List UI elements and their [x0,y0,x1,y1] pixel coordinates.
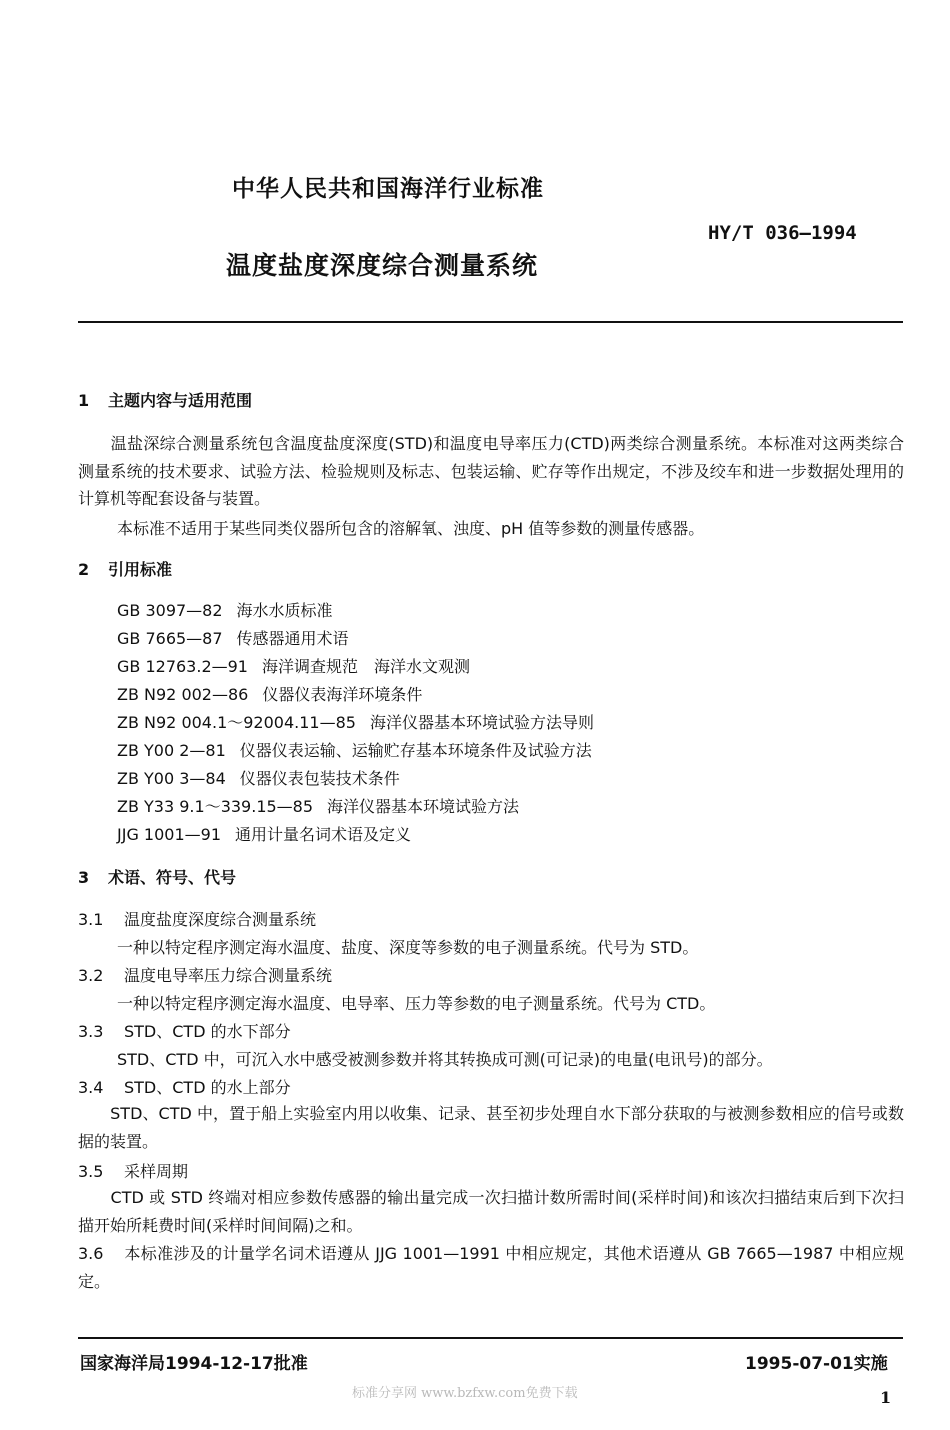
term-3-3-heading [78,1019,291,1042]
footer-divider [78,1337,903,1339]
reference-name: 海洋仪器基本环境试验方法 [327,797,520,816]
reference-name: 海洋调查规范 海洋水文观测 [261,657,470,676]
term-number: 3.6 [78,1244,104,1263]
term-number: 3.4 [78,1078,104,1097]
effective-date: 1995-07-01实施 [745,1354,888,1374]
term-body: 本标准涉及的计量学名词术语遵从 JJG 1001—1991 中相应规定，其他术语遵从 GB 7665—1987 中相应规定。 [78,1244,904,1291]
watermark: 标准分享网 www.bzfxw.com免费下载 [352,1386,578,1401]
reference-name: 海洋仪器基本环境试验方法导则 [369,713,594,732]
term-number: 3.5 [78,1162,104,1181]
section-1-heading [78,388,252,411]
reference-name: 仪器仪表运输、运输贮存基本环境条件及试验方法 [239,741,592,760]
reference-code: ZB Y00 2—81 [117,741,226,760]
section-1-paragraph-1: 温盐深综合测量系统包含温度盐度深度(STD)和温度电导率压力(CTD)两类综合测量系统。本标准对这两类综合测量系统的技术要求、试验方法、检验规则及标志、包装运输、贮存等作出规定，不涉及绞车和进一步数据处理用的计算机等配套设备与装置。 [78,434,904,508]
term-number: 3.3 [78,1022,104,1041]
standard-code: HY/T 036—1994 [708,222,857,244]
term-title: 温度盐度深度综合测量系统 [124,910,317,929]
section-2-heading [78,557,172,580]
reference-item [117,626,349,649]
reference-code: GB 7665—87 [117,629,223,648]
reference-name: 通用计量名词术语及定义 [235,825,412,844]
reference-name: 海水水质标准 [236,601,333,620]
term-3-2-body: 一种以特定程序测定海水温度、电导率、压力等参数的电子测量系统。代号为 CTD。 [117,994,716,1013]
reference-name: 仪器仪表海洋环境条件 [262,685,423,704]
term-3-1-body: 一种以特定程序测定海水温度、盐度、深度等参数的电子测量系统。代号为 STD。 [117,938,699,957]
section-3-heading [78,865,236,888]
reference-item [117,654,470,677]
section-number: 3 [78,868,90,887]
term-3-6 [78,1240,904,1295]
term-3-5-body: CTD 或 STD 终端对相应参数传感器的输出量完成一次扫描计数所需时间(采样时间)和该次扫描结束后到下次扫描开始所耗费时间(采样时间间隔)之和。 [78,1188,904,1235]
term-3-4-heading [78,1075,291,1098]
reference-code: ZB Y33 9.1～339.15—85 [117,797,314,816]
issued-date: 国家海洋局1994-12-17批准 [80,1354,308,1374]
section-1-paragraph-2: 本标准不适用于某些同类仪器所包含的溶解氧、浊度、pH 值等参数的测量传感器。 [117,519,705,538]
page-number: 1 [880,1388,892,1407]
reference-item [117,794,519,817]
reference-code: ZB Y00 3—84 [117,769,226,788]
term-3-5-heading [78,1159,188,1182]
term-3-4-body: STD、CTD 中，置于船上实验室内用以收集、记录、甚至初步处理自水下部分获取的与被测参数相应的信号或数据的装置。 [78,1104,904,1151]
term-number: 3.2 [78,966,104,985]
reference-code: ZB N92 002—86 [117,685,249,704]
standard-category: 中华人民共和国海洋行业标准 [232,176,544,202]
section-number: 2 [78,560,90,579]
reference-code: GB 3097—82 [117,601,223,620]
header-divider [78,321,903,323]
reference-code: JJG 1001—91 [117,825,221,844]
section-number: 1 [78,391,90,410]
reference-item [117,738,592,761]
term-title: 采样周期 [124,1162,189,1181]
section-title: 引用标准 [108,560,173,579]
term-title: STD、CTD 的水下部分 [124,1022,291,1041]
term-title: STD、CTD 的水上部分 [124,1078,291,1097]
reference-item [117,766,400,789]
reference-code: GB 12763.2—91 [117,657,248,676]
section-title: 主题内容与适用范围 [108,391,253,410]
reference-item [117,822,411,845]
term-3-3-body: STD、CTD 中，可沉入水中感受被测参数并将其转换成可测(可记录)的电量(电讯号)的部分。 [117,1050,773,1069]
term-3-2-heading [78,963,332,986]
reference-code: ZB N92 004.1～92004.11—85 [117,713,356,732]
reference-item [117,710,594,733]
term-3-1-heading [78,907,316,930]
reference-name: 传感器通用术语 [236,629,349,648]
term-title: 温度电导率压力综合测量系统 [124,966,333,985]
reference-item [117,682,422,705]
term-number: 3.1 [78,910,104,929]
section-title: 术语、符号、代号 [108,868,237,887]
document-title: 温度盐度深度综合测量系统 [226,251,539,280]
reference-item [117,598,333,621]
reference-name: 仪器仪表包装技术条件 [239,769,400,788]
